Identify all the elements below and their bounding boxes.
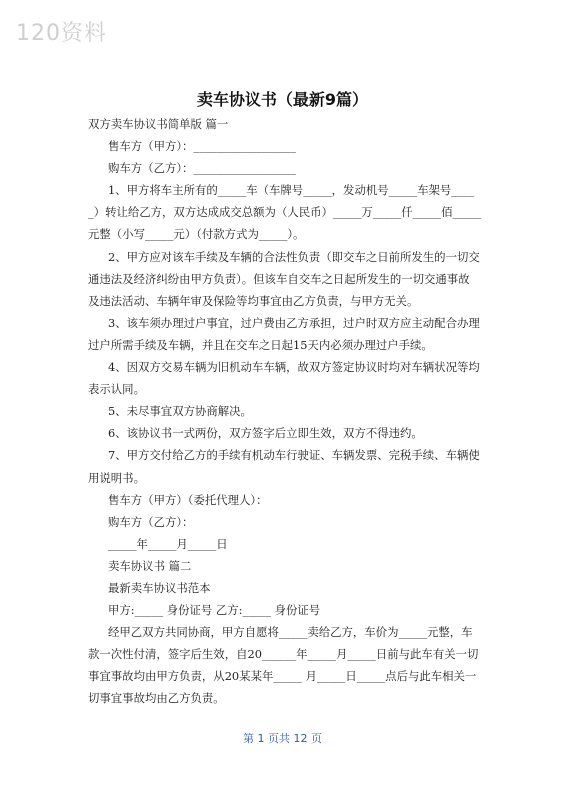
clause-1-line-3: 元整（小写_____元）（付款方式为_____）。 bbox=[88, 227, 305, 242]
clause-1-line-1: 1、甲方将车主所有的_____车（车牌号_____，发动机号_____车架号____ bbox=[108, 183, 475, 198]
clause-5: 5、未尽事宜双方协商解决。 bbox=[108, 404, 252, 419]
clause-4-line-1: 4、因双方交易车辆为旧机动车车辆，故双方签定协议时均对车辆状况等均 bbox=[108, 360, 480, 375]
clause-4-line-2: 表示认同。 bbox=[88, 382, 145, 397]
document-title: 卖车协议书（最新9篇） bbox=[196, 90, 369, 109]
clause-2-line-3: 及违法活动、车辆年审及保险等均事宜由乙方负责，与甲方无关。 bbox=[88, 293, 419, 308]
agreement-line-3: 事宜事故均由甲方负责，从20某某年_____ 月_____日_____点后与此车相关一 bbox=[88, 669, 477, 684]
section-heading-2: 卖车协议书 篇二 bbox=[108, 558, 192, 573]
document-body bbox=[88, 113, 488, 710]
clause-7-line-2: 用说明书。 bbox=[88, 470, 145, 485]
section-heading-1: 双方卖车协议书简单版 篇一 bbox=[88, 117, 229, 131]
page-number-footer: 第 1 页共 12 页 bbox=[243, 732, 322, 745]
buyer-signature-line: 购车方（乙方）： bbox=[108, 514, 194, 529]
agreement-line-4: 切事宜事故均由乙方负责。 bbox=[88, 691, 225, 706]
watermark: 120资料 bbox=[16, 21, 107, 46]
clause-1-line-2: _）转让给乙方，双方达成成交总额为（人民币）_____万_____仟_____佰_____ bbox=[88, 205, 481, 220]
seller-line: 售车方（甲方）：__________________ bbox=[108, 139, 296, 154]
agreement-line-2: 款一次性付清，签字后生效，自20______年_____月_____日前与此车有关一切 bbox=[88, 647, 479, 662]
template-subtitle: 最新卖车协议书范本 bbox=[108, 580, 211, 595]
clause-3-line-2: 过户所需手续及车辆，并且在交车之日起15天内必须办理过户手续。 bbox=[88, 337, 433, 352]
clause-3-line-1: 3、该车须办理过户事宜，过户费由乙方承担，过户时双方应主动配合办理 bbox=[108, 315, 480, 330]
seller-signature-line: 售车方（甲方）（委托代理人）： bbox=[108, 492, 268, 507]
clause-6: 6、该协议书一式两份，双方签字后立即生效，双方不得违约。 bbox=[108, 426, 423, 441]
clause-2-line-2: 通违法及经济纠纷由甲方负责）。但该车自交车之日起所发生的一切交通事故 bbox=[88, 271, 470, 286]
party-id-line: 甲方:_____ 身份证号 乙方:_____ 身份证号 bbox=[108, 603, 321, 618]
clause-2-line-1: 2、甲方应对该车手续及车辆的合法性负责（即交车之日前所发生的一切交 bbox=[108, 249, 480, 264]
clause-7-line-1: 7、甲方交付给乙方的手续有机动车行驶证、车辆发票、完税手续、车辆使 bbox=[108, 448, 480, 463]
date-line: _____年_____月_____日 bbox=[108, 536, 228, 551]
buyer-line: 购车方（乙方）：__________________ bbox=[108, 161, 296, 176]
agreement-line-1: 经甲乙双方共同协商，甲方自愿将_____卖给乙方，车价为_____元整，车 bbox=[108, 625, 473, 640]
